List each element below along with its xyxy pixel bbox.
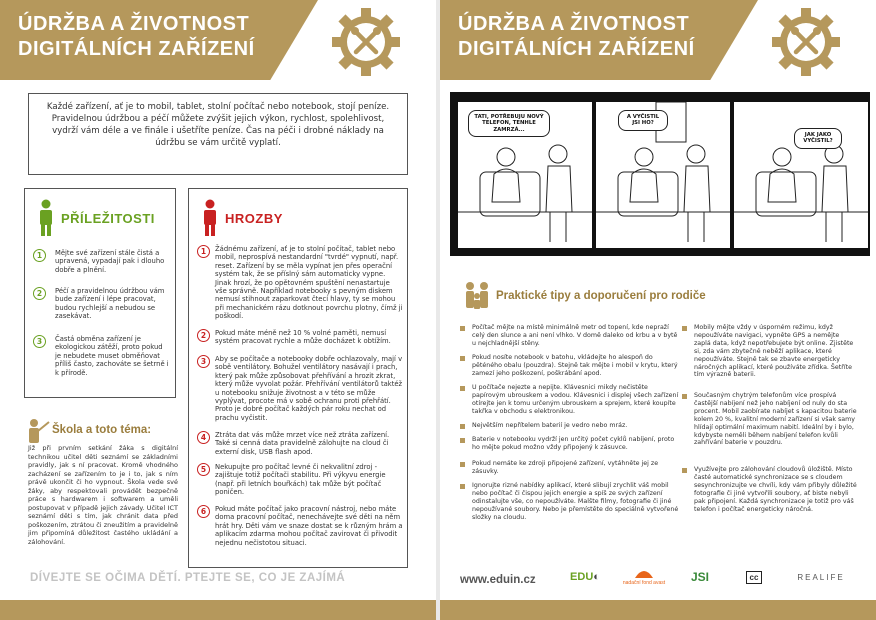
- school-section: [24, 414, 176, 574]
- tip-item: Pokud nemáte ke zdroji připojené zařízení, vytáhněte jej ze zásuvky.: [460, 460, 680, 476]
- item-text: Pokud máte méně než 10 % volné paměti, nemusí systém pracovat rychle a může docházet k obtížím.: [215, 329, 391, 346]
- title-line-2: DIGITÁLNÍCH ZAŘÍZENÍ: [458, 38, 695, 60]
- teacher-icon: [26, 418, 50, 444]
- person-red-icon: [201, 199, 219, 237]
- gear-tools-icon: [330, 6, 402, 78]
- logo-avast-text: nadační fond avast: [622, 580, 666, 586]
- logo-edu: EDU ◐: [570, 571, 600, 583]
- logo-realife: [786, 562, 856, 592]
- slogan: DÍVEJTE SE OČIMA DĚTÍ. PTEJTE SE, CO JE ZAJÍMÁ: [30, 572, 346, 584]
- left-page: [0, 0, 436, 620]
- item-number: 5: [197, 463, 210, 476]
- tip-item: Největším nepřítelem baterií je vedro nebo mráz.: [460, 422, 680, 430]
- logo-cc-text: cc: [746, 571, 763, 584]
- threat-item: [197, 505, 403, 547]
- item-text: Aby se počítače a notebooky dobře ochlazovaly, mají v sobě ventilátory. Bohužel ventilátory nasávají i prach, který pak může způsobovat přehřívání a hrozit zkrat, který může vyvolat požár. Přehřívání ventilátorů taktéž u notebooku snižuje životnost a v této se může vyplývat, procote má v sobě ochranu proti přehřátí. Proto je dobré počítač každých pár roku nechat od prachu vyčistit.: [215, 355, 403, 422]
- right-header: [440, 0, 876, 80]
- tip-item: Využívejte pro zálohování cloudovů úložiště. Místo časté automatické synchronizace se s cloudem sesynchronizujte ve chvíli, kdy vám přibyly důležité fotografie či jiné vytvořili soubory, ať biste nebyli pak připojení. Každá synchronizace je totiž pro váš telefon i počítač energeticky náročná.: [682, 466, 858, 513]
- family-icon: [462, 280, 492, 310]
- logo-creative-commons: [734, 562, 774, 592]
- gear-tools-icon: [770, 6, 842, 78]
- avast-icon: [633, 568, 655, 580]
- title-line-2: DIGITÁLNÍCH ZAŘÍZENÍ: [18, 38, 255, 60]
- item-number: 6: [197, 505, 210, 518]
- tip-item: Ignorujte rizné nabídky aplikací, které slibují zrychlit váš mobil nebo počítač či čispou jejich energie a spíš ze svých zařízení odinstalujte vše, co nepoužíváte. Malšte filmy, fotografie či jiné nepoužívané soubory. Nebo je přemístěte do speciálně vytvořené složky na cloudu.: [460, 482, 680, 522]
- tip-item: Mobily mějte vždy v úsporném režimu, když nepoužíváte navigaci, vypněte GPS a nemějte zaplá data, když nepotřebujete být online. Zjistěte si, zda vám zbytečně neběží aplikace, které nepoužíváte. Stejně tak se zbavte energeticky náročných aplikací, které používáte zřídka. Šetříte tím výrazně baterii.: [682, 324, 858, 379]
- item-number: 4: [197, 431, 210, 444]
- logo-edu-text: EDU: [570, 571, 594, 583]
- threat-item: [197, 355, 403, 422]
- item-number: 1: [33, 249, 46, 262]
- item-text: Ztráta dat vás může mrzet více než ztráta zařízení. Také si cenná data pravidelně zálohujte na cloud či externí disk, USB flash apod.: [215, 431, 390, 456]
- comic-panel-2: [596, 102, 730, 248]
- opportunity-item: [33, 287, 169, 321]
- threat-item: [197, 431, 403, 456]
- threats-header: [199, 199, 417, 239]
- threat-item: [197, 329, 403, 346]
- school-heading: Škola a toto téma:: [52, 424, 152, 436]
- page-title: [458, 12, 695, 62]
- page-title: [18, 12, 255, 62]
- item-number: 3: [33, 335, 46, 348]
- item-number: 2: [33, 287, 46, 300]
- footer-bar: [440, 600, 876, 620]
- title-line-1: ÚDRŽBA A ŽIVOTNOST: [18, 13, 250, 35]
- logo-jsi: [680, 562, 720, 592]
- item-number: 2: [197, 329, 210, 342]
- left-header: [0, 0, 436, 80]
- website-link[interactable]: www.eduin.cz: [460, 574, 536, 586]
- item-text: Žádnému zařízení, ať je to stolní počítač, tablet nebo mobil, neprospívá nestandardní "tvrdé" vypnutí, např. reset. Zařízení by se měla vypínat jen přes operační systém tak, že se příslný sám automaticky vypne. Jinak hrozí, že po opětovném spuštění nenastartuje vše správně. Například notebooky s pevným diskem nemusí stihnout zaparkovat čtecí hlavy, ty se mohou při mechanickém rázu dotknout povrchu plotny, čímž ji poškodí.: [215, 245, 403, 321]
- opportunities-heading: PŘÍLEŽITOSTI: [61, 211, 155, 226]
- item-text: Péčí a pravidelnou údržbou vám bude zařízení i lépe pracovat, budou rychlejší a nebudou se zasekávat.: [55, 287, 165, 321]
- school-text: Již při prvním setkání žáka s digitální technikou učitel děti seznámí se základními pravidly, jak s ní pracovat. Kromě vhodného zacházení se zařízením to je i to, jak s ním právě ukončit či ho vypnout. Škola vede své žáky, aby respektovali provádět bezpečně práce s hardwarem i softwarem a uměli postupovat v případě jejich závady. Učitel ICT seznámí děti s tím, jak chránit data před poškozením, ztrátou či zneužitím a pravidelně jim připomíná důležitost častého ukládání a zálohování.: [28, 444, 178, 546]
- tips-heading: Praktické tipy a doporučení pro rodiče: [496, 290, 706, 302]
- logo-realife-text: REALIFE: [797, 572, 845, 582]
- comic-illustration: [734, 102, 868, 248]
- intro-box: Každé zařízení, ať je to mobil, tablet, stolní počítač nebo notebook, stojí peníze. Pravidelnou údržbou a péčí můžete zvýšit jejich výkon, rychlost, spolehlivost, vydrží vám déle a ve finále i ušetříte peníze. Čas na péči i drobné náklady na údržbu se vám určitě vyplatí.: [28, 93, 408, 175]
- title-line-1: ÚDRŽBA A ŽIVOTNOST: [458, 13, 690, 35]
- item-text: Mějte své zařízení stále čistá a upravená, vypadají pak i dlouho dobře a plnění.: [55, 249, 165, 274]
- speech-bubble: JAK JAKO VYČISTIL?: [794, 128, 842, 149]
- item-number: 3: [197, 355, 210, 368]
- opportunity-item: [33, 335, 169, 377]
- tips-header: [462, 280, 862, 308]
- logo-avast: [616, 562, 672, 592]
- speech-bubble: A VYČISTIL JSI HO?: [618, 110, 668, 131]
- right-page: [440, 0, 876, 620]
- speech-bubble: TATI, POTŘEBUJU NOVÝ TELEFON, TENHLE ZAMRZÁ...: [468, 110, 550, 137]
- threats-heading: HROZBY: [225, 211, 283, 226]
- item-number: 1: [197, 245, 210, 258]
- tip-item: Současným chytrým telefonům více prospívá častější nabíjení než jeho nabíjení od nuly do sta procent. Mobil zaobírate nabíjet s kapacitou baterie kolem 20 %, kvalitní moderní zařízení si však samy hlídají optimální maximum nabití. Ideální by i bylo, kdybyste neměli během nabíjení telefon kvůli zahřívání baterie v pouzdru.: [682, 392, 858, 447]
- tip-item: Baterie v notebooku vydrží jen určitý počet cyklů nabíjení, proto ho mějte pokud možno vždy připojený k zásuvce.: [460, 436, 680, 452]
- person-green-icon: [37, 199, 55, 237]
- threat-item: [197, 463, 403, 497]
- opportunity-item: [33, 249, 169, 274]
- item-text: Nekupujte pro počítač levné či nekvalitní zdroj - zajištuje totiž počítači stabilitu. Při výkyvu energie (např. při letních bouřkách) tak může být počítač poničen.: [215, 463, 386, 497]
- comic-panel-1: [458, 102, 592, 248]
- tip-item: Pokud nosíte notebook v batohu, vkládejte ho alespoň do pěténého obalu (pouzdra). Stejně tak mějte i mobil v krytu, který zamezí jeho poškození, poškrábání apod.: [460, 354, 680, 378]
- comic-panel-3: [734, 102, 868, 248]
- tip-item: Počítač mějte na místě minimálně metr od topení, kde nepraží celý den slunce a ani není vlhko. V domě daleko od krbu a v bytě u nejchladnější stěny.: [460, 324, 680, 348]
- opportunities-header: [35, 199, 185, 239]
- footer-bar: [0, 600, 436, 620]
- logo-jsi-text: JSI: [690, 570, 709, 584]
- threat-item: [197, 245, 403, 321]
- threats-column: [188, 188, 408, 568]
- comic-strip: [450, 92, 870, 256]
- item-text: Častá obměna zařízení je ekologickou zátěží, proto pokud je nebudete muset obměňovat příliš často, zachováte se šetrně i k přírodě.: [55, 335, 169, 377]
- opportunities-column: [24, 188, 176, 398]
- item-text: Pokud máte počítač jako pracovní nástroj, nebo máte doma pracovní počítač, nenechávejte své děti na něm hrát hry. Děti vám ve snaze dostat se k různým hrám a aplikacím zdarma mohou počítač zavirovat či přivodit nejednu nečistotou situaci.: [215, 505, 403, 547]
- tip-item: U počítače nejezte a nepijte. Klávesnici mikdy nečistěte papírovým ubrouskem a vodou. Klávesnici i displej všech zařízení otírejte jen k tomu určeným ubrouskem a sprejem, které koupíte takřka v obchodu s elektronikou.: [460, 384, 680, 416]
